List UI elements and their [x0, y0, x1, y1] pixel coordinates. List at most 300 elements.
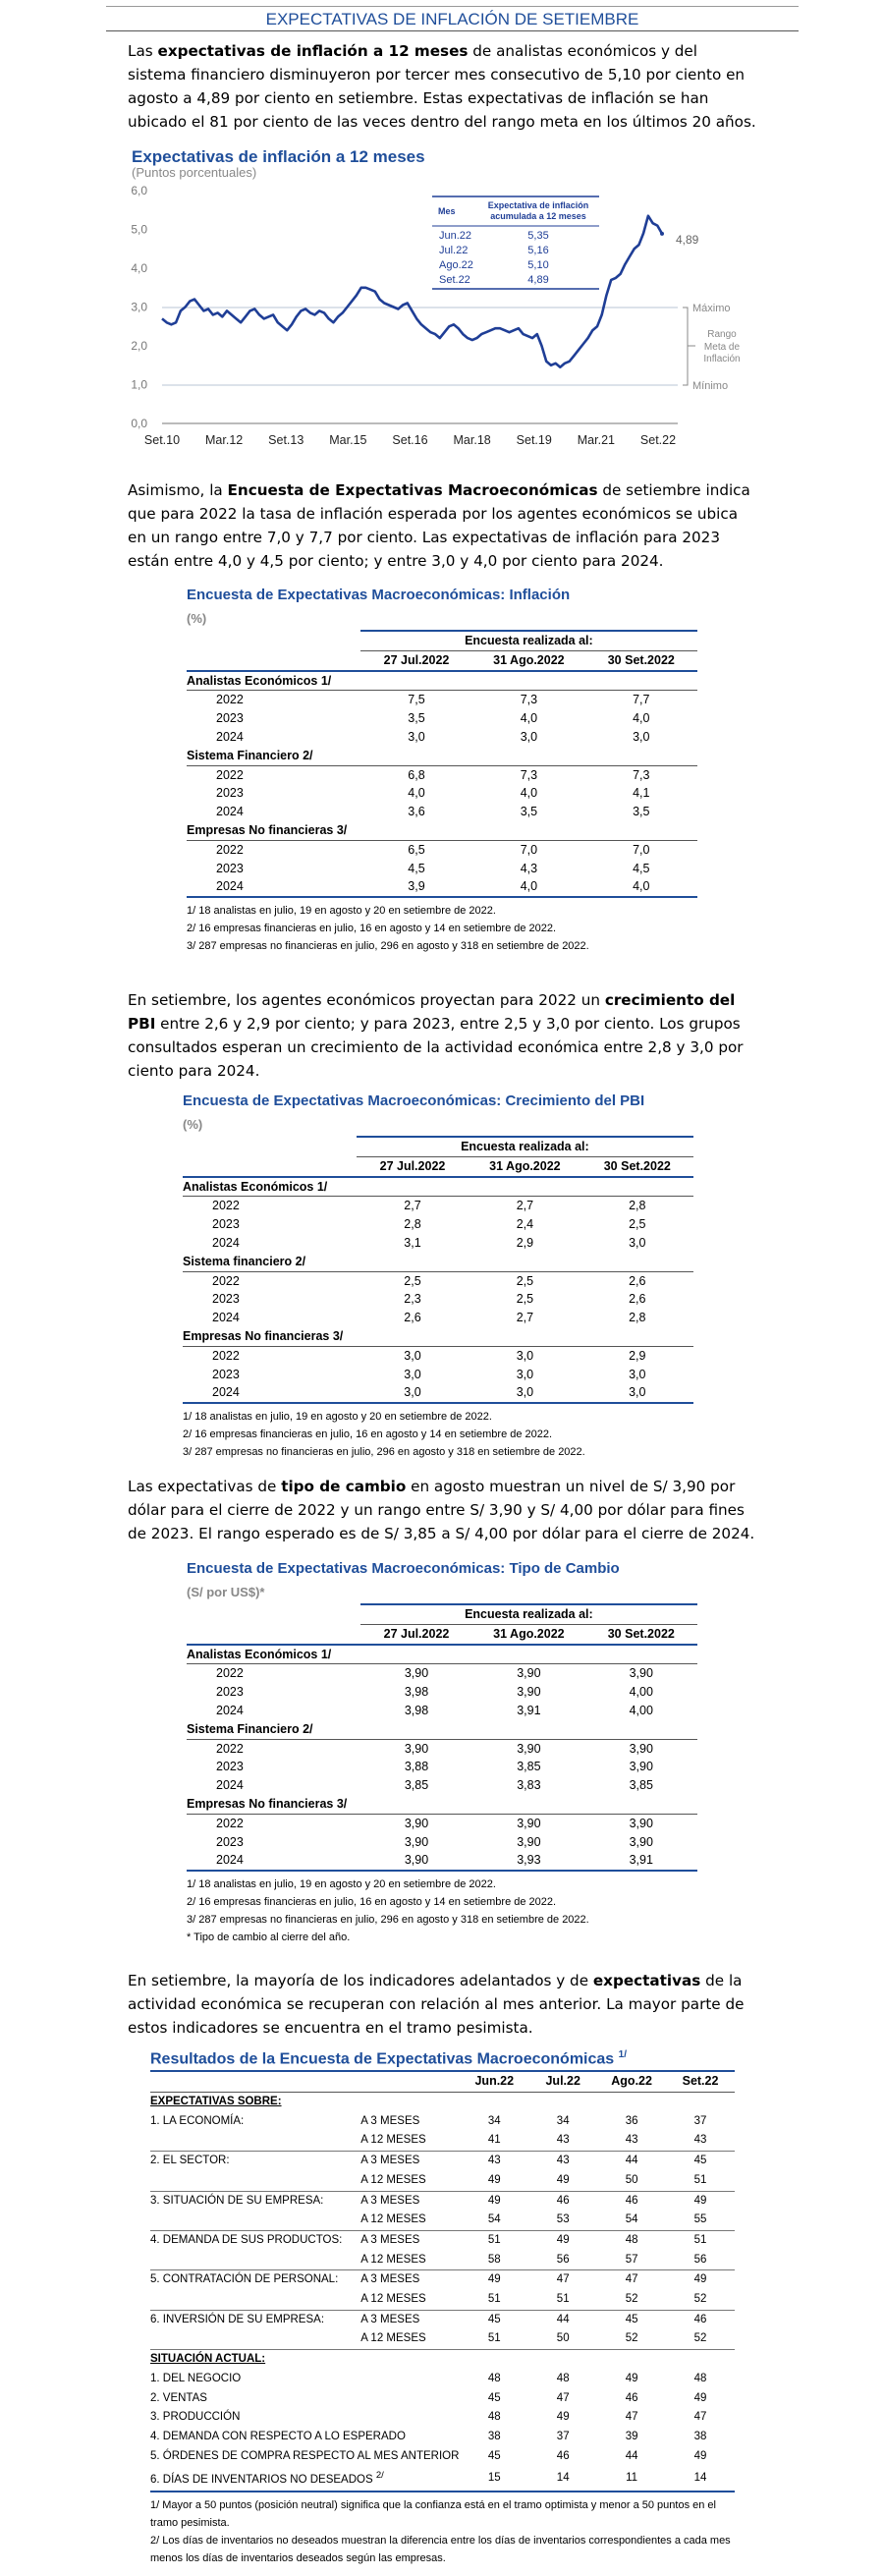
horizon-label: A 3 MESES	[360, 2310, 460, 2329]
cell-value: 2,3	[404, 1292, 421, 1307]
row-year: 2023	[212, 1367, 240, 1381]
cell-value: 45	[487, 2391, 501, 2404]
table-row	[150, 2408, 735, 2428]
cell-value: 46	[597, 2191, 666, 2211]
cell-value: 45	[666, 2152, 735, 2171]
header-span: Encuesta realizada al:	[360, 1604, 697, 1624]
cell-value: 6,8	[408, 767, 425, 782]
cell-value: 2,7	[404, 1199, 421, 1213]
cell-value: 2,7	[516, 1311, 534, 1325]
range-label-2: Meta de	[703, 342, 741, 353]
item-label: 5. ÓRDENES DE COMPRA RESPECTO AL MES ANTERIOR	[150, 2449, 460, 2462]
item-label: 2. VENTAS	[150, 2391, 207, 2404]
cell-value: 52	[625, 2332, 638, 2345]
cell-value: 43	[528, 2152, 597, 2171]
cell-value: 3,90	[517, 1741, 541, 1756]
x-tick-label: Mar.12	[205, 433, 244, 447]
range-label-3: Inflación	[703, 354, 741, 364]
row-year: 2022	[216, 1666, 244, 1681]
cell-value: 3,0	[520, 729, 538, 744]
range-label-1: Rango	[707, 329, 737, 340]
cell-value: 7,3	[520, 767, 538, 782]
section-label: EXPECTATIVAS SOBRE:	[150, 2096, 282, 2108]
x-tick-label: Mar.15	[329, 433, 367, 447]
cell-value: 34	[556, 2114, 570, 2127]
table-row	[150, 2171, 735, 2191]
table-row	[150, 2191, 735, 2211]
paragraph-encuesta: Asimismo, la Encuesta de Expectativas Macroeconómicas de setiembre indica que para 2022 la tasa de inflación esperada por los agentes económicos se ubica en un rango entre 7,0 y 7,7 por ciento. Las expectativas de inflación para 2023 están entre 4,0 y 4,5 por ciento; y entre 3,0 y 4,0 por ciento para 2024.	[128, 481, 750, 570]
svg-text:4,89: 4,89	[527, 274, 549, 286]
table-row	[150, 2230, 735, 2250]
cell-value: 14	[528, 2466, 597, 2492]
table-unit: (%)	[187, 611, 207, 626]
cell-value: 7,0	[520, 842, 538, 857]
row-year: 2022	[212, 1199, 240, 1213]
cell-value: 3,85	[517, 1760, 541, 1774]
cell-value: 14	[666, 2466, 735, 2492]
column-header: 27 Jul.2022	[360, 650, 472, 670]
row-year: 2022	[216, 1741, 244, 1756]
footnote: 1/ 18 analistas en julio, 19 en agosto y 20 en setiembre de 2022.	[187, 1878, 496, 1891]
row-year: 2022	[212, 1348, 240, 1363]
table-pbi	[183, 1092, 693, 1461]
table-row	[187, 1683, 697, 1702]
cell-value: 3,90	[629, 1666, 653, 1681]
svg-text:Set.22: Set.22	[439, 274, 470, 286]
cell-value: 48	[693, 2372, 707, 2384]
row-year: 2023	[216, 1760, 244, 1774]
paragraph-pbi: En setiembre, los agentes económicos proyectan para 2022 un crecimiento del PBI entre 2,6 y 2,9 por ciento; y para 2023, entre 2,5 y 3,0 por ciento. Los grupos consultados esperan un crecimiento de la actividad económica entre 2,8 y 3,0 por ciento para 2024.	[128, 991, 744, 1080]
table-row	[183, 1290, 693, 1309]
cell-value: 3,0	[629, 1235, 646, 1250]
cell-value: 49	[556, 2411, 570, 2424]
table-notes	[150, 2496, 735, 2567]
cell-value: 49	[460, 2191, 528, 2211]
y-tick-label: 6,0	[131, 184, 147, 197]
table-row	[183, 1309, 693, 1327]
cell-value: 4,00	[629, 1703, 653, 1717]
table-unit: (S/ por US$)*	[187, 1585, 265, 1599]
table-row	[187, 728, 697, 747]
cell-value: 43	[625, 2134, 638, 2147]
row-year: 2022	[216, 767, 244, 782]
cell-value: 3,0	[404, 1348, 421, 1363]
cell-value: 3,0	[357, 1383, 469, 1403]
column-header: 31 Ago.2022	[472, 650, 584, 670]
cell-value: 2,5	[516, 1273, 534, 1288]
table-row	[150, 2251, 735, 2270]
row-year: 2023	[216, 1685, 244, 1700]
group-label: Sistema Financiero 2/	[187, 747, 697, 765]
inset-col2a: Expectativa de inflación	[487, 200, 589, 210]
cell-value: 53	[556, 2213, 570, 2226]
x-tick-label: Mar.18	[453, 433, 491, 447]
survey-table	[187, 630, 697, 898]
paragraph-indicadores: En setiembre, la mayoría de los indicadores adelantados y de expectativas de la actividad económica se recuperan con relación al mes anterior. La mayor parte de estos indicadores se encuentra en el tramo pesimista.	[128, 1972, 745, 2037]
cell-value: 44	[625, 2449, 638, 2462]
cell-value: 7,5	[408, 693, 425, 707]
cell-value: 45	[487, 2449, 501, 2462]
paragraph-inflation: Las expectativas de inflación a 12 meses de analistas económicos y del sistema financiero disminuyeron por tercer mes consecutivo de 5,10 por ciento en agosto a 4,89 por ciento en setiembre. Estas expectativas de inflación se han ubicado el 81 por ciento de las veces dentro del rango meta en los últimos 20 años.	[128, 42, 756, 131]
inset-table	[432, 196, 599, 291]
cell-value: 38	[487, 2430, 501, 2442]
table-row	[183, 1346, 693, 1365]
table-row	[187, 1851, 697, 1871]
table-notes	[187, 902, 697, 955]
cell-value: 3,0	[469, 1383, 580, 1403]
cell-value: 3,88	[404, 1760, 429, 1774]
item-label: 3. SITUACIÓN DE SU EMPRESA:	[150, 2191, 360, 2211]
inset-col2b: acumulada a 12 meses	[490, 211, 586, 221]
cell-value: 48	[597, 2230, 666, 2250]
cell-value: 3,85	[404, 1778, 429, 1793]
range-bracket	[683, 308, 695, 385]
cell-value: 54	[625, 2213, 638, 2226]
table-title: Encuesta de Expectativas Macroeconómicas: Crecimiento del PBI	[183, 1092, 645, 1109]
cell-value: 15	[460, 2466, 528, 2492]
cell-value: 49	[487, 2173, 501, 2186]
cell-value: 51	[487, 2332, 501, 2345]
cell-value: 48	[556, 2372, 570, 2384]
cell-value: 2,6	[404, 1311, 421, 1325]
group-label: Empresas No financieras 3/	[187, 821, 697, 840]
table-row	[187, 803, 697, 821]
cell-value: 43	[460, 2152, 528, 2171]
cell-value: 2,5	[516, 1292, 534, 1307]
cell-value: 2,8	[404, 1217, 421, 1232]
table-row	[187, 691, 697, 709]
table-row	[183, 1215, 693, 1234]
row-year: 2024	[212, 1235, 240, 1250]
cell-value: 55	[693, 2213, 707, 2226]
y-tick-label: 2,0	[131, 339, 147, 353]
item-label: 1. DEL NEGOCIO	[150, 2372, 242, 2384]
cell-value: 3,98	[404, 1703, 429, 1717]
cell-value: 6,5	[408, 842, 425, 857]
footnote: 2/ 16 empresas financieras en julio, 16 en agosto y 14 en setiembre de 2022.	[187, 1896, 557, 1909]
column-header: Jul.22	[528, 2071, 597, 2092]
cell-value: 4,0	[585, 877, 697, 897]
row-year: 2024	[212, 1311, 240, 1325]
cell-value: 45	[597, 2310, 666, 2329]
top-rule	[106, 6, 799, 7]
cell-value: 45	[460, 2310, 528, 2329]
row-year: 2024	[216, 729, 244, 744]
horizon-label: A 3 MESES	[360, 2114, 420, 2127]
survey-table	[187, 1603, 697, 1872]
table-row	[150, 2370, 735, 2389]
x-tick-label: Set.16	[392, 433, 428, 447]
cell-value: 2,6	[629, 1273, 646, 1288]
row-year: 2023	[216, 1834, 244, 1849]
cell-value: 4,5	[408, 861, 425, 875]
cell-value: 3,90	[404, 1816, 429, 1830]
cell-value: 51	[460, 2230, 528, 2250]
cell-value: 34	[487, 2114, 501, 2127]
cell-value: 3,9	[360, 877, 472, 897]
cell-value: 41	[487, 2134, 501, 2147]
cell-value: 47	[693, 2411, 707, 2424]
table-row	[150, 2112, 735, 2132]
last-point	[660, 232, 664, 236]
last-value-label: 4,89	[676, 233, 699, 247]
cell-value: 36	[625, 2114, 638, 2127]
section-label: SITUACIÓN ACTUAL:	[150, 2350, 735, 2370]
cell-value: 4,0	[520, 786, 538, 801]
cell-value: 56	[556, 2253, 570, 2266]
column-header: 31 Ago.2022	[469, 1156, 580, 1176]
cell-value: 47	[528, 2270, 597, 2290]
cell-value: 46	[625, 2391, 638, 2404]
cell-value: 4,0	[472, 877, 584, 897]
cell-value: 43	[556, 2134, 570, 2147]
table-row	[187, 784, 697, 803]
column-header: Set.22	[666, 2071, 735, 2092]
title-rule	[106, 30, 799, 31]
column-header: Ago.22	[597, 2071, 666, 2092]
item-label: 2. EL SECTOR:	[150, 2152, 360, 2171]
table-title: Encuesta de Expectativas Macroeconómicas: Tipo de Cambio	[187, 1560, 620, 1577]
horizon-label: A 3 MESES	[360, 2230, 460, 2250]
cell-value: 3,90	[517, 1666, 541, 1681]
cell-value: 3,6	[408, 805, 425, 819]
cell-value: 3,90	[404, 1666, 429, 1681]
row-year: 2022	[216, 1816, 244, 1830]
cell-value: 3,90	[629, 1834, 653, 1849]
svg-text:Jul.22: Jul.22	[439, 245, 469, 256]
cell-value: 3,85	[629, 1778, 653, 1793]
x-tick-label: Set.10	[143, 433, 181, 447]
table-row	[187, 1776, 697, 1795]
cell-value: 4,0	[633, 711, 650, 726]
results-title: Resultados de la Encuesta de Expectativas Macroeconómicas $^{1/}$	[150, 2049, 627, 2068]
y-tick-label: 3,0	[131, 300, 147, 314]
cell-value: 49	[666, 2270, 735, 2290]
cell-value: 2,5	[404, 1273, 421, 1288]
item-label: 5. CONTRATACIÓN DE PERSONAL:	[150, 2270, 360, 2290]
chart-title: Expectativas de inflación a 12 meses	[132, 147, 425, 166]
cell-value: 4,00	[629, 1685, 653, 1700]
cell-value: 49	[528, 2230, 597, 2250]
cell-value: 44	[597, 2152, 666, 2171]
footnote: 2/ 16 empresas financieras en julio, 16 en agosto y 14 en setiembre de 2022.	[187, 923, 557, 935]
footnote: 2/ Los días de inventarios no deseados muestran la diferencia entre los días de inventarios correspondientes a cada mes menos los días de inventarios deseados según las empresas.	[150, 2534, 731, 2564]
cell-value: 3,0	[581, 1383, 693, 1403]
y-tick-label: 5,0	[131, 222, 147, 237]
horizon-label: A 3 MESES	[360, 2270, 460, 2290]
y-axis	[131, 184, 147, 430]
item-label: 4. DEMANDA CON RESPECTO A LO ESPERADO	[150, 2430, 406, 2442]
paragraph-tipo-cambio: Las expectativas de tipo de cambio en agosto muestran un nivel de S/ 3,90 por dólar para el cierre de 2022 y un rango entre S/ 3,90 y S/ 4,00 por dólar para fines de 2023. El rango esperado es de S/ 3,85 a S/ 4,00 por dólar para el cierre de 2024.	[128, 1478, 755, 1542]
cell-value: 3,5	[408, 711, 425, 726]
cell-value: 3,83	[517, 1778, 541, 1793]
group-label: Analistas Económicos 1/	[187, 1645, 697, 1664]
column-header: Jun.22	[460, 2071, 528, 2092]
table-row	[187, 1702, 697, 1720]
table-row	[187, 1739, 697, 1758]
cell-value: 7,7	[633, 693, 650, 707]
cell-value: 3,0	[408, 729, 425, 744]
cell-value: 37	[693, 2114, 707, 2127]
y-tick-label: 4,0	[131, 261, 147, 275]
cell-value: 46	[666, 2310, 735, 2329]
table-row	[150, 2152, 735, 2171]
cell-value: 47	[556, 2391, 570, 2404]
table-row	[187, 1833, 697, 1852]
cell-value: 2,9	[629, 1348, 646, 1363]
svg-text:Ago.22: Ago.22	[439, 259, 473, 271]
group-label: Sistema financiero 2/	[183, 1253, 693, 1271]
min-label: Mínimo	[692, 380, 729, 392]
cell-value: 39	[625, 2430, 638, 2442]
cell-value: 2,8	[629, 1199, 646, 1213]
row-year: 2023	[212, 1217, 240, 1232]
cell-value: 3,90	[517, 1685, 541, 1700]
table-row	[187, 860, 697, 878]
x-tick-label: Set.22	[639, 433, 677, 447]
table-row	[150, 2270, 735, 2290]
cell-value: 49	[625, 2372, 638, 2384]
table-notes	[183, 1408, 693, 1461]
cell-value: 2,6	[629, 1292, 646, 1307]
cell-value: 4,3	[520, 861, 538, 875]
svg-text:5,10: 5,10	[527, 259, 549, 271]
cell-value: 3,93	[472, 1851, 584, 1871]
footnote: * Tipo de cambio al cierre del año.	[187, 1932, 351, 1944]
cell-value: 3,98	[404, 1685, 429, 1700]
cell-value: 46	[556, 2449, 570, 2462]
table-title: Encuesta de Expectativas Macroeconómicas: Inflación	[187, 587, 571, 603]
x-tick-label: Mar.21	[577, 433, 615, 447]
cell-value: 2,4	[516, 1217, 534, 1232]
table-row	[150, 2131, 735, 2151]
cell-value: 52	[625, 2293, 638, 2306]
inflation-chart	[0, 177, 884, 472]
cell-value: 3,90	[517, 1816, 541, 1830]
page-title: EXPECTATIVAS DE INFLACIÓN DE SETIEMBRE	[265, 10, 639, 28]
table-resultados	[150, 2049, 735, 2567]
svg-text:5,35: 5,35	[527, 230, 549, 242]
footnote: 2/ 16 empresas financieras en julio, 16 en agosto y 14 en setiembre de 2022.	[183, 1428, 553, 1441]
footnote: 3/ 287 empresas no financieras en julio, 296 en agosto y 318 en setiembre de 2022.	[183, 1446, 585, 1459]
table-row	[187, 877, 697, 897]
table-row	[183, 1383, 693, 1403]
row-year: 2023	[212, 1292, 240, 1307]
row-year: 2022	[216, 693, 244, 707]
table-row	[187, 840, 697, 859]
table-tipo-cambio	[187, 1560, 697, 1946]
table-row	[150, 2389, 735, 2409]
horizon-label: A 3 MESES	[360, 2152, 460, 2171]
cell-value: 3,90	[629, 1760, 653, 1774]
row-year: 2024	[216, 805, 244, 819]
cell-value: 52	[693, 2332, 707, 2345]
cell-value: 4,5	[633, 861, 650, 875]
horizon-label: A 12 MESES	[360, 2293, 426, 2306]
max-label: Máximo	[692, 303, 731, 314]
cell-value: 49	[666, 2191, 735, 2211]
row-year: 2022	[216, 842, 244, 857]
header-span: Encuesta realizada al:	[357, 1137, 693, 1156]
cell-value: 49	[460, 2270, 528, 2290]
cell-value: 47	[597, 2270, 666, 2290]
table-row	[183, 1366, 693, 1384]
cell-value: 57	[625, 2253, 638, 2266]
cell-value: 11	[597, 2466, 666, 2492]
cell-value: 37	[556, 2430, 570, 2442]
footnote: 1/ 18 analistas en julio, 19 en agosto y 20 en setiembre de 2022.	[183, 1411, 492, 1424]
row-year: 2024	[183, 1383, 357, 1403]
cell-value: 56	[693, 2253, 707, 2266]
row-year: 2024	[216, 1703, 244, 1717]
item-label: 3. PRODUCCIÓN	[150, 2411, 241, 2424]
footnote: 3/ 287 empresas no financieras en julio, 296 en agosto y 318 en setiembre de 2022.	[187, 940, 589, 953]
cell-value: 51	[556, 2293, 570, 2306]
table-row	[150, 2329, 735, 2349]
y-tick-label: 1,0	[131, 377, 147, 392]
x-tick-label: Set.13	[268, 433, 304, 447]
group-label: Analistas Económicos 1/	[187, 671, 697, 691]
column-header: 27 Jul.2022	[360, 1624, 472, 1644]
cell-value: 3,90	[360, 1851, 472, 1871]
group-label: Empresas No financieras 3/	[187, 1795, 697, 1814]
horizon-label: A 12 MESES	[360, 2253, 426, 2266]
cell-value: 54	[487, 2213, 501, 2226]
table-row	[150, 2290, 735, 2310]
cell-value: 3,90	[629, 1816, 653, 1830]
item-label: 4. DEMANDA DE SUS PRODUCTOS:	[150, 2230, 360, 2250]
footnote: 1/ Mayor a 50 puntos (posición neutral) significa que la confianza está en el tramo optimista y menor a 50 puntos en el tramo pesimista.	[150, 2498, 716, 2529]
row-year: 2024	[216, 1778, 244, 1793]
row-year: 2023	[216, 786, 244, 801]
row-year: 2023	[216, 861, 244, 875]
cell-value: 3,91	[517, 1703, 541, 1717]
table-row	[150, 2447, 735, 2467]
table-row	[183, 1234, 693, 1253]
cell-value: 50	[556, 2332, 570, 2345]
cell-value: 58	[487, 2253, 501, 2266]
footnote: 3/ 287 empresas no financieras en julio, 296 en agosto y 318 en setiembre de 2022.	[187, 1914, 589, 1927]
horizon-label: A 12 MESES	[360, 2332, 426, 2345]
table-row	[187, 765, 697, 784]
cell-value: 43	[693, 2134, 707, 2147]
x-axis	[144, 433, 676, 447]
survey-table	[183, 1136, 693, 1404]
x-tick-label: Set.19	[516, 433, 552, 447]
cell-value: 7,0	[633, 842, 650, 857]
cell-value: 44	[528, 2310, 597, 2329]
cell-value: 3,91	[585, 1851, 697, 1871]
cell-value: 3,0	[404, 1367, 421, 1381]
svg-text:5,16: 5,16	[527, 245, 549, 256]
table-row	[150, 2211, 735, 2230]
group-label: Empresas No financieras 3/	[183, 1327, 693, 1346]
column-header: 30 Set.2022	[585, 650, 697, 670]
table-row	[183, 1197, 693, 1215]
inset-col1: Mes	[438, 206, 456, 216]
chart-subtitle: (Puntos porcentuales)	[132, 165, 257, 180]
table-row	[150, 2466, 735, 2492]
header-span: Encuesta realizada al:	[360, 631, 697, 650]
column-header: 27 Jul.2022	[357, 1156, 469, 1176]
row-year: 2024	[187, 877, 360, 897]
cell-value: 3,90	[629, 1741, 653, 1756]
horizon-label: A 12 MESES	[360, 2134, 426, 2147]
cell-value: 4,1	[633, 786, 650, 801]
horizon-label: A 12 MESES	[360, 2213, 426, 2226]
row-year: 2024	[187, 1851, 360, 1871]
cell-value: 3,90	[404, 1834, 429, 1849]
